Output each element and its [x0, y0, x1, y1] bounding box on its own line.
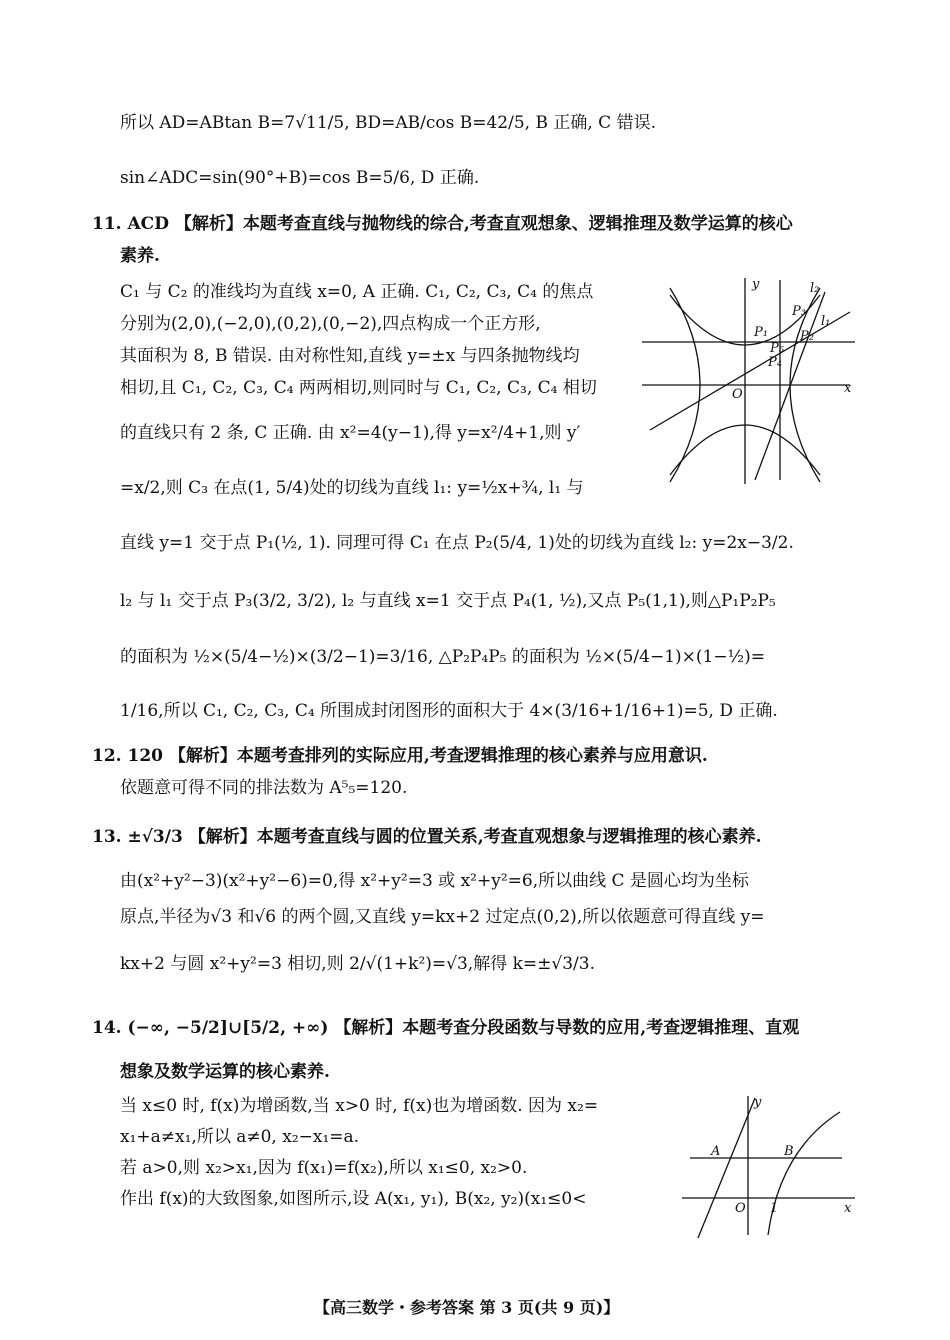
text-line: 其面积为 8, B 错误. 由对称性知,直线 y=±x 与四条抛物线均	[120, 346, 580, 366]
text-line: =x/2,则 C₃ 在点(1, 5/4)处的切线为直线 l₁: y=½x+¾, l₁ 与	[120, 478, 584, 498]
origin-label: O	[732, 387, 743, 402]
x-axis-label: x	[844, 1201, 852, 1216]
text-line: 若 a>0,则 x₂>x₁,因为 f(x₁)=f(x₂),所以 x₁≤0, x₂>0.	[120, 1158, 528, 1178]
tangent-l2	[755, 292, 825, 480]
one-label: 1	[770, 1201, 779, 1216]
question-11-heading: 11. ACD 【解析】本题考查直线与抛物线的综合,考查直观想象、逻辑推理及数学运算的核心	[92, 214, 793, 234]
x-axis-label: x	[844, 381, 852, 396]
piecewise-function-figure	[680, 1090, 860, 1240]
text-line: 的面积为 ½×(5/4−½)×(3/2−1)=3/16, △P₂P₄P₅ 的面积为 ½×(5/4−1)×(1−½)=	[120, 647, 765, 667]
p4-label: P₄	[768, 355, 782, 370]
text-line: 由(x²+y²−3)(x²+y²−6)=0,得 x²+y²=3 或 x²+y²=6,所以曲线 C 是圆心均为坐标	[120, 871, 749, 891]
text-line: 作出 f(x)的大致图象,如图所示,设 A(x₁, y₁), B(x₂, y₂)(x₁≤0<	[120, 1189, 587, 1209]
right-branch	[768, 1112, 840, 1235]
text-line: x₁+a≠x₁,所以 a≠0, x₂−x₁=a.	[120, 1127, 360, 1147]
text-line: 相切,且 C₁, C₂, C₃, C₄ 两两相切,则同时与 C₁, C₂, C₃, C₄ 相切	[120, 378, 597, 398]
text-line: l₂ 与 l₁ 交于点 P₃(3/2, 3/2), l₂ 与直线 x=1 交于点 P₄(1, ½),又点 P₅(1,1),则△P₁P₂P₅	[120, 591, 776, 611]
l2-label: l₂	[810, 281, 820, 296]
p2-label: P₂	[800, 329, 814, 344]
question-13-heading: 13. ±√3/3 【解析】本题考查直线与圆的位置关系,考查直观想象与逻辑推理的核心素养.	[92, 827, 762, 847]
left-branch	[698, 1098, 755, 1238]
text-line: 1/16,所以 C₁, C₂, C₃, C₄ 所围成封闭图形的面积大于 4×(3/16+1/16+1)=5, D 正确.	[120, 701, 778, 721]
p5-label: P₅	[770, 341, 784, 356]
text-line: 直线 y=1 交于点 P₁(½, 1). 同理可得 C₁ 在点 P₂(5/4, 1)处的切线为直线 l₂: y=2x−3/2.	[120, 533, 794, 553]
question-14-heading: 14. (−∞, −5/2]∪[5/2, +∞) 【解析】本题考查分段函数与导数的应用,考查逻辑推理、直观	[92, 1018, 800, 1038]
p3-label: P₃	[792, 304, 806, 319]
text-line: 所以 AD=ABtan B=7√11/5, BD=AB/cos B=42/5, B 正确, C 错误.	[120, 113, 656, 133]
point-a-label: A	[711, 1144, 721, 1159]
text-line: 分别为(2,0),(−2,0),(0,2),(0,−2),四点构成一个正方形,	[120, 314, 541, 334]
origin-label: O	[735, 1201, 746, 1216]
y-axis-label: y	[754, 1095, 762, 1110]
y-axis-label: y	[752, 277, 760, 292]
parabolas-figure	[640, 270, 865, 485]
text-line: 当 x≤0 时, f(x)为增函数,当 x>0 时, f(x)也为增函数. 因为 x₂=	[120, 1096, 599, 1116]
text-line: sin∠ADC=sin(90°+B)=cos B=5/6, D 正确.	[120, 168, 480, 188]
text-line: 的直线只有 2 条, C 正确. 由 x²=4(y−1),得 y=x²/4+1,则 y′	[120, 423, 581, 443]
tangent-l1	[650, 312, 850, 430]
l1-label: l₁	[821, 314, 831, 329]
p1-label: P₁	[754, 325, 768, 340]
point-b-label: B	[784, 1144, 794, 1159]
text-line: kx+2 与圆 x²+y²=3 相切,则 2/√(1+k²)=√3,解得 k=±√3/3.	[120, 954, 595, 974]
question-11-heading-cont: 素养.	[120, 246, 160, 266]
text-line: C₁ 与 C₂ 的准线均为直线 x=0, A 正确. C₁, C₂, C₃, C₄ 的焦点	[120, 282, 594, 302]
question-12-heading: 12. 120 【解析】本题考查排列的实际应用,考查逻辑推理的核心素养与应用意识.	[92, 746, 708, 766]
text-line: 依题意可得不同的排法数为 A⁵₅=120.	[120, 778, 408, 798]
text-line: 原点,半径为√3 和√6 的两个圆,又直线 y=kx+2 过定点(0,2),所以依题意可得直线 y=	[120, 907, 765, 927]
page-footer: 【高三数学・参考答案 第 3 页(共 9 页)】	[314, 1298, 620, 1317]
question-14-heading-cont: 想象及数学运算的核心素养.	[120, 1062, 330, 1082]
